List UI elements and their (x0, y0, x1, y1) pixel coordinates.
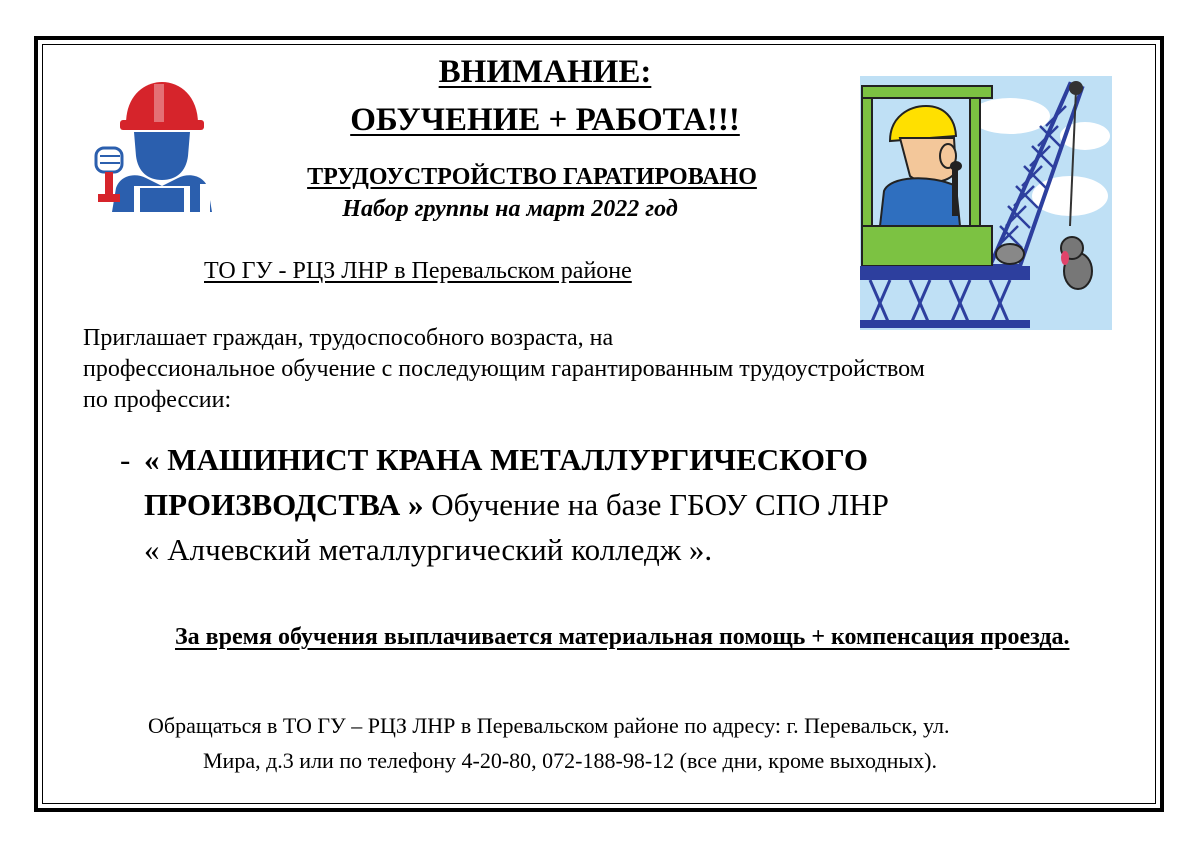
contact-line-2: Мира, д.3 или по телефону 4-20-80, 072-188-98-12 (все дни, кроме выходных). (203, 748, 937, 773)
profession-name-line-1: « МАШИНИСТ КРАНА МЕТАЛЛУРГИЧЕСКОГО (144, 442, 869, 477)
intro-text (83, 323, 1133, 416)
recruitment-period: Набор группы на март 2022 год (342, 196, 678, 222)
contact-line-1: Обращаться в ТО ГУ – РЦЗ ЛНР в Перевальском районе по адресу: г. Перевальск, ул. (148, 713, 950, 738)
profession-name-line-2: ПРОИЗВОДСТВА » (144, 487, 424, 522)
title-attention: ВНИМАНИЕ: (438, 54, 652, 90)
title-training-work: ОБУЧЕНИЕ + РАБОТА!!! (350, 102, 740, 138)
benefits-content: За время обучения выплачивается материальная помощь + компенсация проезда. (175, 624, 1070, 650)
college-name: « Алчевский металлургический колледж ». (144, 532, 713, 567)
intro-line-3: по профессии: (83, 387, 232, 413)
contact-info (148, 708, 1108, 778)
intro-line-2: профессиональное обучение с последующим гарантированным трудоустройством (83, 356, 925, 382)
list-dash: - (120, 442, 131, 477)
subtitle-employment: ТРУДОУСТРОЙСТВО ГАРАТИРОВАНО (307, 164, 757, 190)
benefits-text (82, 619, 1119, 655)
crane-operator-cartoon (860, 76, 1112, 330)
organization-name: ТО ГУ - РЦЗ ЛНР в Перевальском районе (204, 258, 632, 284)
worker-hardhat-icon (90, 76, 220, 212)
profession-block (120, 437, 1020, 572)
training-base-text: Обучение на базе ГБОУ СПО ЛНР (423, 487, 889, 522)
intro-line-1: Приглашает граждан, трудоспособного возраста, на (83, 325, 614, 351)
